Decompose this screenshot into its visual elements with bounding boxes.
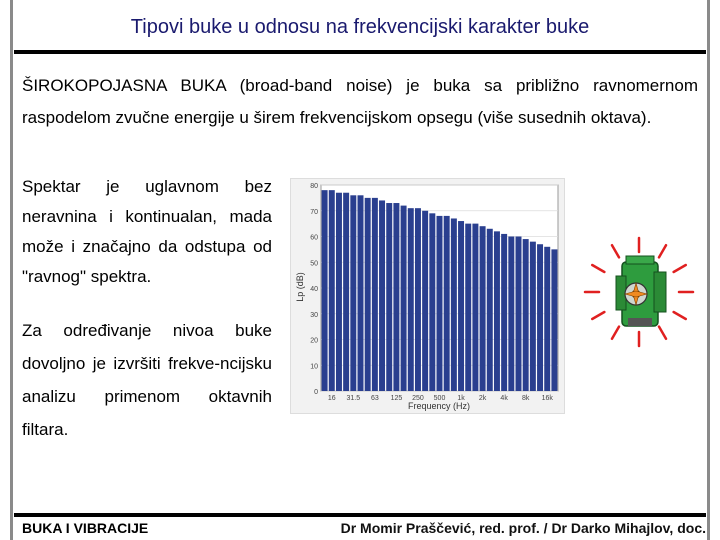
y-tick-label: 80: [310, 183, 318, 190]
broadband-definition: ŠIROKOPOJASNA BUKA (broad-band noise) je buka sa približno ravnomernom raspodelom zvučne energije u širem frekvencijskom opsegu (više susednih oktava).: [22, 76, 698, 127]
y-tick-label: 50: [310, 260, 318, 268]
y-tick-label: 10: [310, 363, 318, 371]
spectrum-bar: [487, 229, 493, 391]
spectrum-bar: [508, 237, 514, 392]
y-tick-label: 70: [310, 208, 318, 216]
noise-ray: [612, 245, 619, 257]
x-tick-label: 8k: [521, 395, 530, 402]
noise-ray: [659, 245, 666, 257]
x-tick-label: 63: [370, 395, 379, 402]
authors: Dr Momir Praščević, red. prof. / Dr Darko Mihajlov, doc.: [340, 520, 706, 536]
spectrum-bar: [336, 193, 342, 391]
spectrum-bar: [422, 211, 428, 391]
spectrum-bar: [393, 203, 399, 391]
spectrum-bar: [544, 247, 550, 391]
spectrum-bar: [551, 249, 557, 391]
x-axis-label: Frequency (Hz): [407, 401, 471, 411]
engine-body: [616, 256, 666, 326]
spectrum-bar: [437, 216, 443, 391]
footer-divider: [14, 513, 706, 517]
noise-ray: [592, 312, 604, 319]
y-tick-label: 0: [314, 389, 318, 396]
spectrum-bar: [415, 208, 421, 391]
noise-ray: [674, 265, 686, 272]
spectrum-bar: [379, 200, 385, 391]
y-tick-label: 60: [310, 234, 318, 242]
course-name: BUKA I VIBRACIJE: [22, 520, 149, 536]
x-tick-label: 500: [433, 395, 446, 402]
y-tick-label: 40: [310, 286, 318, 293]
spectrum-bar: [501, 234, 507, 391]
noise-ray: [612, 327, 619, 339]
x-tick-label: 125: [390, 395, 403, 402]
noise-ray: [659, 327, 666, 339]
y-tick-label: 30: [310, 311, 318, 319]
x-tick-label: 31.5: [346, 395, 361, 402]
spectrum-chart: [290, 178, 565, 414]
x-tick-label: 2k: [478, 395, 487, 402]
slide-title: Tipovi buke u odnosu na frekvencijski karakter buke: [130, 16, 590, 38]
spectrum-bar: [458, 221, 464, 391]
x-tick-label: 16k: [541, 395, 553, 402]
title-divider: [14, 50, 706, 54]
x-tick-label: 16: [327, 395, 336, 402]
spectrum-bar: [480, 226, 486, 391]
spectrum-bar: [537, 244, 543, 391]
x-tick-label: 250: [412, 395, 424, 402]
spectrum-bar: [530, 242, 536, 391]
spectrum-bar: [465, 224, 471, 391]
spectrum-bar: [408, 208, 414, 391]
spectrum-chart-svg: [291, 179, 564, 413]
x-tick-label: 4k: [500, 395, 508, 402]
engine-illustration: [576, 236, 702, 348]
spectrum-bar: [516, 237, 522, 392]
spectrum-bar: [343, 193, 349, 391]
spectrum-bar: [386, 203, 392, 391]
spectrum-bar: [444, 216, 450, 391]
spectrum-bar: [401, 206, 407, 391]
spectrum-bar: [350, 195, 356, 391]
spectrum-bar: [322, 190, 328, 391]
noise-ray: [674, 312, 686, 319]
spectrum-bar: [365, 198, 371, 391]
x-tick-label: 1k: [457, 395, 465, 402]
y-axis-label: Lp (dB): [295, 272, 305, 302]
engine-icon: [576, 236, 702, 348]
spectrum-bar: [523, 239, 529, 391]
spectrum-bar: [472, 224, 478, 391]
y-tick-label: 20: [310, 337, 318, 345]
spectrum-description: Spektar je uglavnom bez neravnina i kontinualan, mada može i značajno da odstupa od "ravnog" spektra.: [22, 177, 272, 286]
spectrum-bar: [494, 231, 500, 391]
measurement-note: Za određivanje nivoa buke dovoljno je izvršiti frekve-ncijsku analizu primenom oktavnih filtara.: [22, 321, 272, 439]
spectrum-bar: [372, 198, 378, 391]
spectrum-bar: [451, 218, 457, 391]
spectrum-bar: [329, 190, 335, 391]
spectrum-bar: [429, 213, 435, 391]
spectrum-bar: [358, 195, 364, 391]
noise-ray: [592, 265, 604, 272]
